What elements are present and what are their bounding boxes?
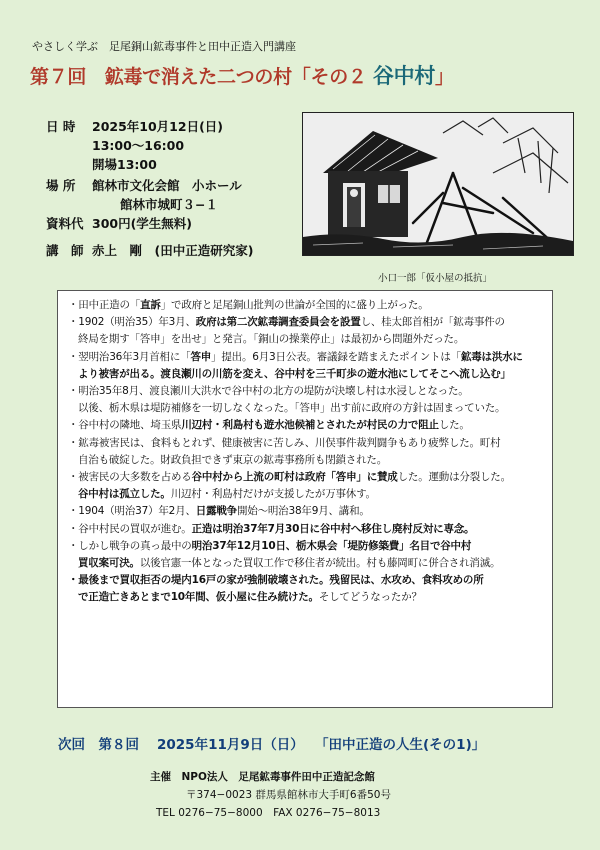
list-item: ・しかし戦争の真っ最中の明治37年12月10日、栃木県会「堤防修築費」名目で谷中村 買収案可決。以後官憲一体となった買収工作で移住者が続出。村も藤岡町に併合され消滅。 [68,539,501,570]
lecturer-name: 赤上 剛 (田中正造研究家) [92,243,254,258]
next-title: 「田中正造の人生(その1)」 [321,737,486,753]
next-date: 2025年11月9日（日） [157,737,304,753]
list-item: ・1904（明治37）年2月、日露戦争開始〜明治38年9月、講和。 [68,505,370,518]
event-place: 館林市文化会館 小ホール [92,178,242,193]
fee-label: 資料代 [46,216,84,231]
series-title: やさしく学ぶ 足尾銅山鉱毒事件と田中正造入門講座 [32,40,296,53]
list-item: ・最後まで買収拒否の堤内16戸の家が強制破壊された。残留民は、水攻め、食料攻めの所 で正造亡きあとまで10年間、仮小屋に住み続けた。そしてどうなったか？ [68,574,484,604]
event-time: 13:00〜16:00 [92,138,185,153]
list-item: ・谷中村の隣地、埼玉県川辺村・利島村も遊水池候補とされたが村民の力で阻止した。 [68,419,470,432]
list-item: ・1902（明治35）年3月、政府は第二次鉱毒調査委員会を設置し、桂太郎首相が「鉱毒事件の 終局を期す「答申」を出せ」と発言。「銅山の操業停止」は最初から問題外だった。 [68,316,505,346]
event-address: 館林市城町３−１ [120,197,218,212]
lecturer-row [46,241,253,260]
title-end: 」 [435,66,454,88]
next-lecture [58,733,485,753]
organizer [150,768,391,822]
date-label: 日 時 [46,119,76,134]
event-open-time: 開場13:00 [92,157,157,172]
woodcut-image [302,112,574,256]
image-caption: 小口一郎「仮小屋の抵抗」 [378,273,493,284]
organizer-host: 主催 NPO法人 足尾鉱毒事件田中正造記念館 [150,771,375,783]
organizer-address: 〒374−0023 群馬県館林市大手町6番50号 [186,789,391,801]
place-label: 場 所 [46,178,76,193]
date-row [46,117,253,136]
page-title [30,60,454,90]
event-date: 2025年10月12日(日) [92,119,224,134]
title-main: 第７回 鉱毒で消えた二つの村「その２ [30,66,373,88]
list-item: ・谷中村民の買収が進む。正造は明治37年7月30日に谷中村へ移住し廃村反対に専念。 [68,522,475,535]
lecturer-label: 講 師 [46,243,84,258]
list-item: ・翌明治36年3月首相に「答申」提出。6月3日公表。審議録を踏まえたポイントは「鉱毒は洪水に より被害が出る。渡良瀬川の川筋を変え、谷中村を三千町歩の遊水池にしてそこへ流し込む」 [68,350,523,380]
list-item: ・被害民の大多数を占める谷中村から上流の町村は政府「答申」に賛成した。運動は分裂した。 谷中村は孤立した。川辺村・利島村だけが支援したが万事休す。 [68,471,511,501]
list-item: ・鉱毒被害民は、食料もとれず、健康被害に苦しみ、川俣事件裁判闘争もあり疲弊した。町村 自治も破綻した。財政負担できず東京の鉱毒事務所も閉鎖された。 [68,436,501,466]
organizer-tel: TEL 0276−75−8000 FAX 0276−75−8013 [156,807,381,819]
event-fee: 300円(学生無料) [92,216,193,231]
next-label: 次回 第８回 [58,737,139,753]
title-highlight: 谷中村 [372,64,436,88]
place-row [46,176,253,195]
list-item: ・明治35年8月、渡良瀬川大洪水で谷中村の北方の堤防が決壊し村は水浸しとなった。 以後、栃木県は堤防補修を一切しなくなった。「答申」出す前に政府の方針は固まっていた。 [68,385,506,415]
list-item: ・田中正造の「直訴」で政府と足尾銅山批判の世論が全国的に盛り上がった。 [68,299,429,311]
content-box [57,290,553,708]
fee-row [46,214,253,233]
event-info [46,117,253,260]
